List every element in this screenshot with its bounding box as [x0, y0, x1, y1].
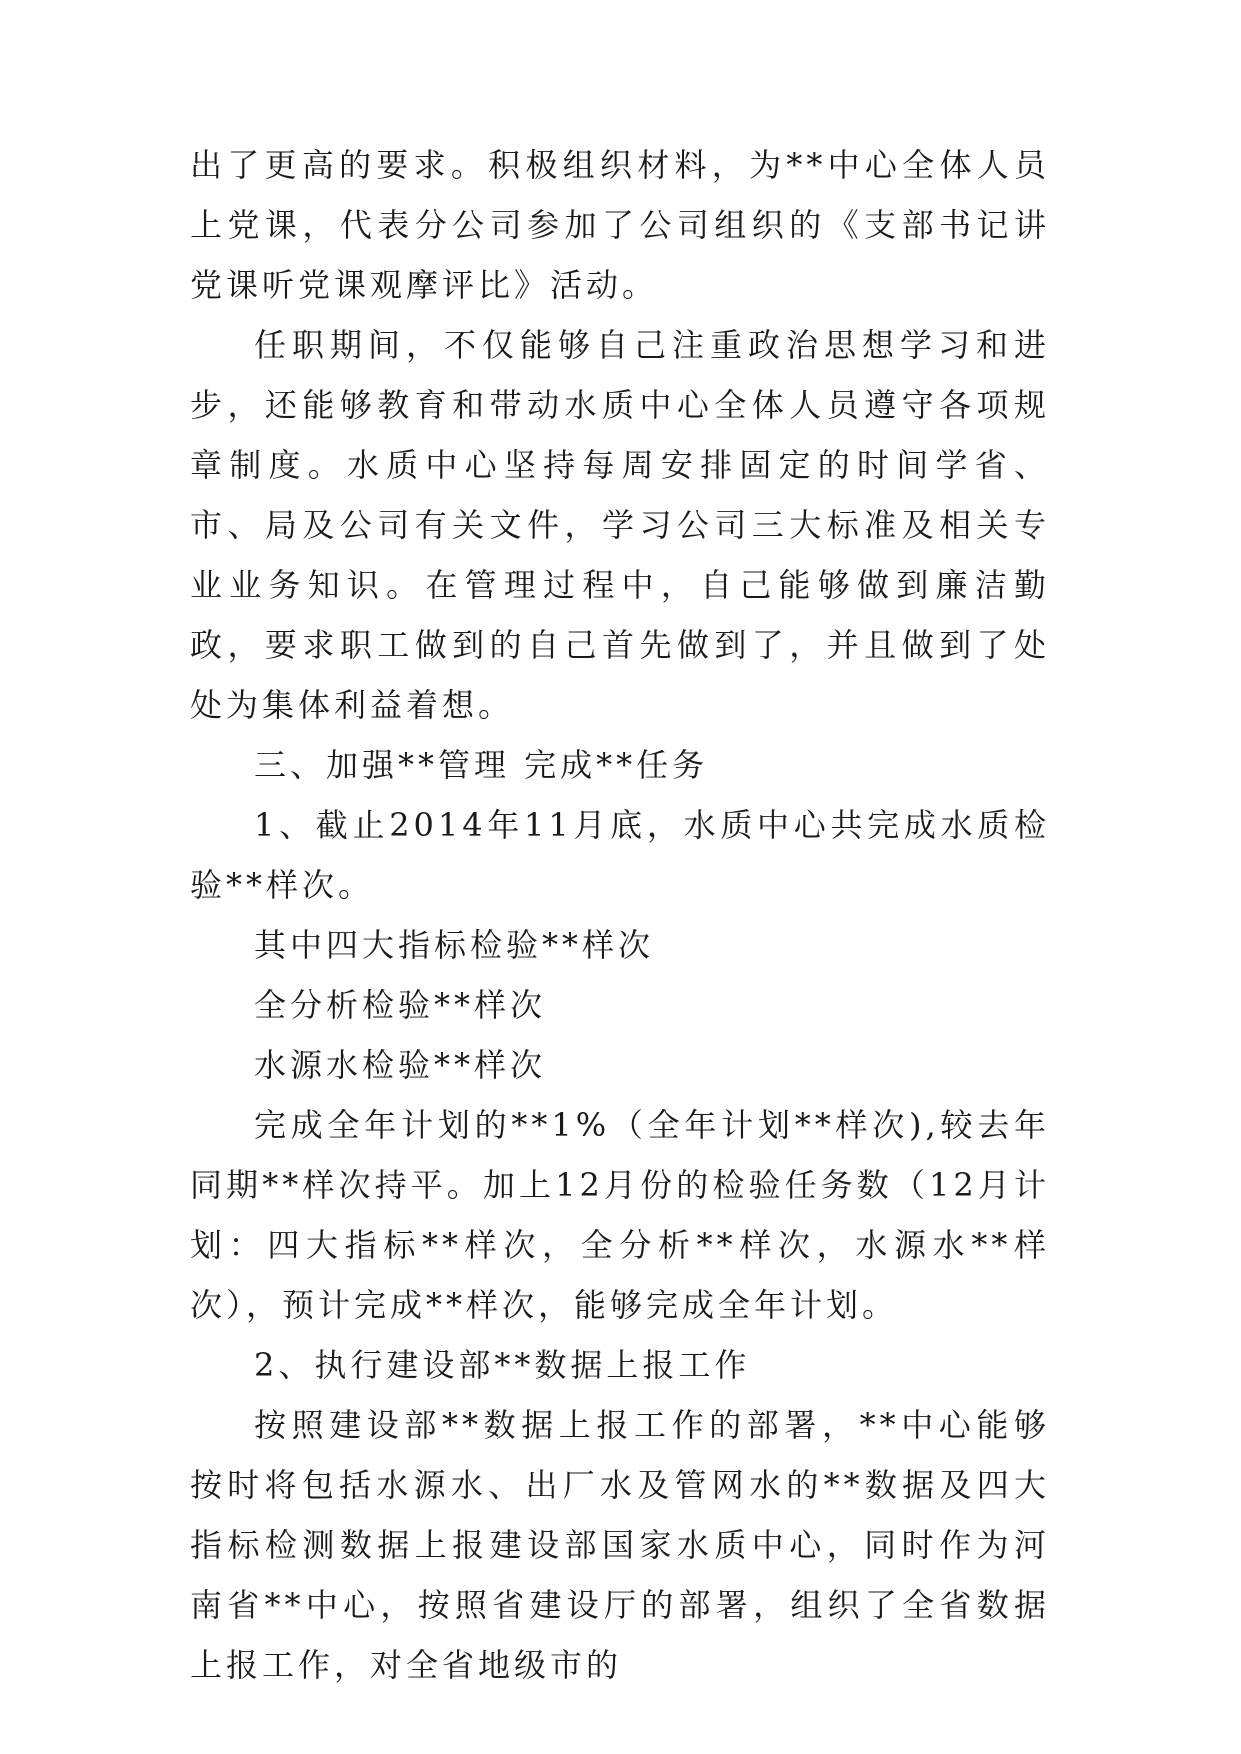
list-item-four-indicators: 其中四大指标检验**样次 [254, 926, 655, 964]
paragraph-continuation: 出了更高的要求。积极组织材料，为**中心全体人员上党课，代表分公司参加了公司组织的《支部书记讲党课听党课观摩评比》活动。 [190, 146, 1050, 304]
paragraph-item-1: 1、截止2014年11月底，水质中心共完成水质检验**样次。 [190, 806, 1050, 904]
paragraph-duty-period: 任职期间，不仅能够自己注重政治思想学习和进步，还能够教育和带动水质中心全体人员遵守各项规章制度。水质中心坚持每周安排固定的时间学省、市、局及公司有关文件，学习公司三大标准及相关专业业务知识。在管理过程中，自己能够做到廉洁勤政，要求职工做到的自己首先做到了，并且做到了处处为集体利益着想。 [190, 326, 1050, 724]
paragraph-item-2: 2、执行建设部**数据上报工作 [254, 1346, 751, 1384]
section-heading: 三、加强**管理 完成**任务 [254, 746, 709, 784]
list-item-source-water: 水源水检验**样次 [254, 1046, 547, 1084]
document-body [190, 135, 1050, 1695]
list-item-full-analysis: 全分析检验**样次 [254, 986, 547, 1024]
paragraph-annual-plan: 完成全年计划的**1%（全年计划**样次),较去年同期**样次持平。加上12月份的检验任务数（12月计划：四大指标**样次，全分析**样次，水源水**样次），预计完成**样次，能够完成全年计划。 [190, 1106, 1050, 1324]
paragraph-data-reporting: 按照建设部**数据上报工作的部署，**中心能够按时将包括水源水、出厂水及管网水的**数据及四大指标检测数据上报建设部国家水质中心，同时作为河南省**中心，按照省建设厅的部署，组织了全省数据上报工作，对全省地级市的 [190, 1406, 1050, 1684]
